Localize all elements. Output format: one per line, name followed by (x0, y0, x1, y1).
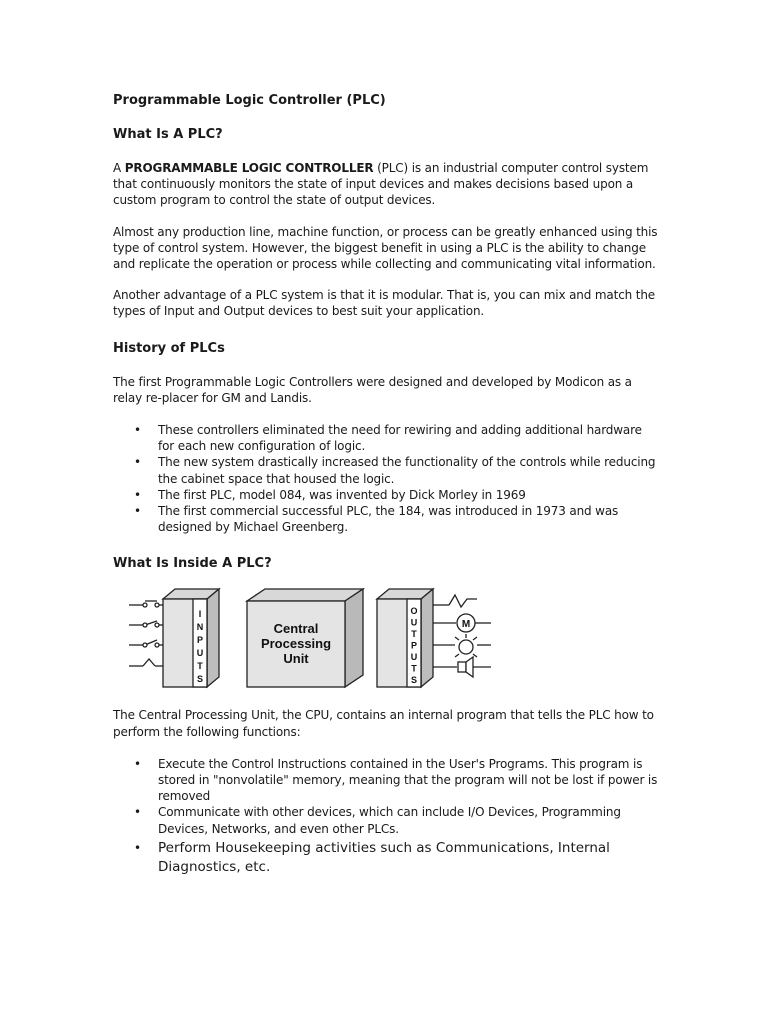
inputs-letter: T (197, 661, 203, 672)
outputs-letter: S (410, 675, 418, 686)
cpu-label-line: Unit (283, 651, 309, 667)
paragraph-history-intro: The first Programmable Logic Controllers were designed and developed by Modicon as a relay re-placer for GM and Landis. (113, 374, 632, 405)
plc-block-diagram (115, 587, 505, 692)
section-heading-what-is: What Is A PLC? (113, 127, 223, 142)
outputs-letter: P (410, 640, 418, 651)
history-list (113, 422, 658, 535)
plc-diagram-svg (115, 587, 505, 692)
inputs-letter: P (196, 635, 204, 646)
output-devices (433, 595, 491, 677)
outputs-module (377, 589, 433, 687)
motor-label: M (461, 619, 471, 631)
list-item: • These controllers eliminated the need for rewiring and adding additional hardware for each new configuration of logic. (113, 422, 658, 454)
inputs-letter: S (196, 674, 204, 685)
outputs-letter: T (411, 629, 417, 640)
bold-term: PROGRAMMABLE LOGIC CONTROLLER (124, 161, 374, 175)
cpu-functions-list (113, 756, 658, 877)
inputs-letter: U (196, 648, 204, 659)
inputs-letter: N (196, 622, 204, 633)
paragraph-definition: A PROGRAMMABLE LOGIC CONTROLLER (PLC) is an industrial computer control system that continuously monitors the state of input devices and makes decisions based upon a custom program to control the state of output devices. (113, 161, 649, 208)
list-item: • Communicate with other devices, which can include I/O Devices, Programming Devices, Networks, and even other PLCs. (113, 804, 658, 836)
outputs-letter: U (410, 617, 418, 628)
section-heading-inside: What Is Inside A PLC? (113, 556, 272, 572)
cpu-label-line: Processing (260, 636, 332, 652)
document-page (113, 92, 658, 877)
inputs-module (163, 589, 219, 687)
outputs-letter: U (410, 652, 418, 663)
outputs-letter: O (410, 606, 418, 617)
inputs-letter: I (198, 609, 202, 620)
list-item: • Execute the Control Instructions contained in the User's Programs. This program is stored in "nonvolatile" memory, meaning that the program will not be lost if power is removed (113, 756, 658, 805)
paragraph-modular: Another advantage of a PLC system is that it is modular. That is, you can mix and match the types of Input and Output devices to best suit your application. (113, 288, 656, 319)
list-item: • The new system drastically increased the functionality of the controls while reducing the cabinet space that housed the logic. (113, 454, 658, 486)
section-heading-history: History of PLCs (113, 340, 225, 356)
list-item: • The first commercial successful PLC, the 184, was introduced in 1973 and was designed by Michael Greenberg. (113, 503, 658, 535)
cpu-label-line: Central (273, 621, 319, 637)
paragraph-cpu-intro: The Central Processing Unit, the CPU, contains an internal program that tells the PLC how to perform the following functions: (113, 708, 654, 739)
document-title: Programmable Logic Controller (PLC) (113, 93, 386, 108)
list-item: • Perform Housekeeping activities such as Communications, Internal Diagnostics, etc. (113, 839, 658, 877)
outputs-letter: T (411, 663, 417, 674)
outputs-label (410, 606, 417, 685)
paragraph-benefit: Almost any production line, machine function, or process can be greatly enhanced using this type of control system. However, the biggest benefit in using a PLC is the ability to change and replicate the operation or process while collecting and communicating vital information. (113, 224, 658, 272)
list-item: • The first PLC, model 084, was invented by Dick Morley in 1969 (113, 487, 658, 503)
